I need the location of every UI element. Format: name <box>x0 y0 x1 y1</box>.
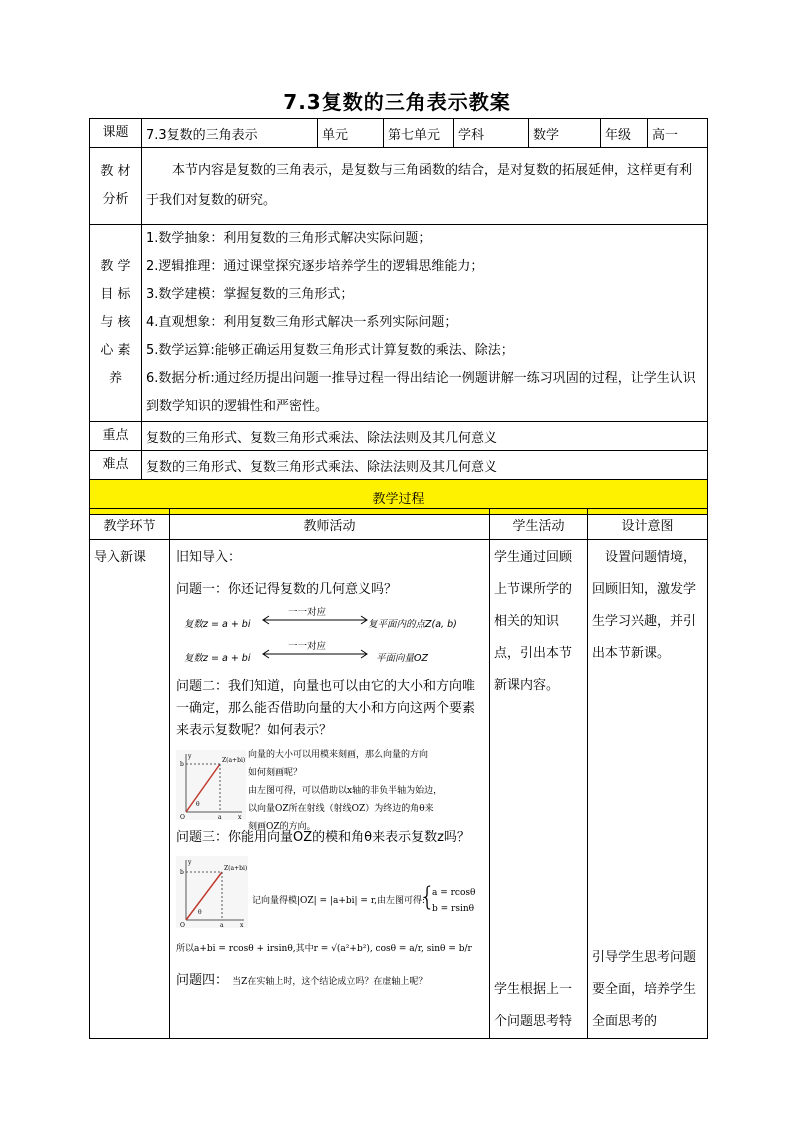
question-3: 问题三：你能用向量OZ的模和角θ来表示复数z吗？ <box>176 830 470 845</box>
figure1-y-label: y <box>188 753 192 760</box>
teacher-activity <box>170 540 490 1039</box>
process-header-row <box>90 509 708 540</box>
key-point-row <box>90 422 708 451</box>
figure-note-line: 如何刻画呢？ <box>248 768 303 778</box>
student-activity <box>490 540 588 1039</box>
complex-plane-figure-2 <box>176 856 248 928</box>
header-stage: 教学环节 <box>90 509 170 540</box>
figure2-a-label: a <box>220 922 224 928</box>
figure-note-line: 由左图可得，可以借助以x轴的非负半轴为始边， <box>248 786 443 796</box>
process-table <box>89 508 708 1039</box>
figure-note-line: 以向量OZ所在射线（射线OZ）为终边的角θ来 <box>248 804 434 814</box>
header-teacher: 教师活动 <box>170 509 490 540</box>
figure-note-line: 向量的大小可以用模来刻画，那么向量的方向 <box>248 750 429 760</box>
unit-label: 单元 <box>318 119 384 148</box>
analysis-label-2: 分析 <box>102 192 129 207</box>
teacher-intro: 旧知导入： <box>176 550 242 565</box>
intro-stage: 导入新课 <box>94 550 147 565</box>
map2-left: 复数z = a + bi <box>184 653 251 664</box>
map2-right: 平面向量OZ <box>376 653 428 664</box>
figure-notes <box>248 746 442 836</box>
goal-item: 6.数据分析:通过经历提出问题一推导过程一得出结论一例题讲解一练习巩固的过程，让学生认识到数学知识的逻辑性和严密性。 <box>146 371 696 414</box>
goal-item: 4.直观想象：利用复数三角形式解决一系列实际问题； <box>146 315 458 330</box>
course-value: 7.3复数的三角表示 <box>142 119 318 148</box>
header-intent: 设计意图 <box>588 509 708 540</box>
complex-plane-figure-1 <box>176 750 246 820</box>
process-band: 教学过程 <box>90 480 708 515</box>
double-arrow-icon <box>260 614 370 626</box>
grade-value: 高一 <box>648 119 708 148</box>
goals-label-line: 教 学 <box>100 259 131 274</box>
question-4 <box>176 964 485 998</box>
analysis-text: 本节内容是复数的三角表示，是复数与三角函数的结合，是对复数的拓展延伸，这样更有利于我们对复数的研究。 <box>142 148 708 225</box>
goals-label-line: 心 素 <box>100 343 131 358</box>
figure2-o-label: O <box>180 922 185 928</box>
figure-block-1 <box>176 746 485 832</box>
difficulty-text: 复数的三角形式、复数三角形式乘法、除法法则及其几何意义 <box>142 451 708 480</box>
subject-value: 数学 <box>529 119 601 148</box>
grade-label: 年级 <box>601 119 648 148</box>
figure2-x-label: x <box>240 922 244 928</box>
info-row <box>90 119 708 148</box>
figure1-x-label: x <box>238 814 242 820</box>
formula-modulus: 记向量得模|OZ| = |a+bi| = r,由左图可得: <box>252 896 426 906</box>
goals-list <box>142 225 708 422</box>
page-title: 7.3复数的三角表示教案 <box>283 90 511 114</box>
goal-item: 2.逻辑推理：通过课堂探究逐步培养学生的逻辑思维能力； <box>146 259 484 274</box>
mapping-2 <box>176 640 485 674</box>
figure1-theta-label: θ <box>196 801 200 808</box>
double-arrow-icon <box>260 648 370 660</box>
figure2-b-label: b <box>180 869 184 876</box>
figure1-b-label: b <box>180 761 184 768</box>
design-intent <box>588 540 708 1039</box>
question-2: 问题二：我们知道，向量也可以由它的大小和方向唯一确定，那么能否借助向量的大小和方向这两个要素来表示复数呢？如何表示？ <box>176 679 476 738</box>
formula-b: b = rsinθ <box>432 904 475 914</box>
analysis-row <box>90 148 708 225</box>
figure2-theta-label: θ <box>198 909 202 916</box>
question-1: 问题一：你还记得复数的几何意义吗？ <box>176 582 398 597</box>
intro-row <box>90 540 708 1039</box>
map1-left: 复数z = a + bi <box>184 619 251 630</box>
course-label: 课题 <box>90 119 142 148</box>
analysis-label-1: 教 材 <box>100 164 131 179</box>
goals-label <box>90 225 142 422</box>
difficulty-label: 难点 <box>90 451 142 480</box>
unit-value: 第七单元 <box>384 119 454 148</box>
student-text-1: 学生通过回顾上节课所学的相关的知识点，引出本节新课内容。 <box>494 550 573 693</box>
figure1-a-label: a <box>218 814 222 820</box>
key-point-text: 复数的三角形式、复数三角形式乘法、除法法则及其几何意义 <box>142 422 708 451</box>
figure1-o-label: O <box>180 814 185 820</box>
figure2-y-label: y <box>188 859 192 866</box>
figure-block-2 <box>176 854 485 938</box>
figure-note-line: 刻画OZ的方向。 <box>248 822 316 832</box>
map1-mid: 一一对应 <box>288 607 327 618</box>
question-4-text: 当Z在实轴上时，这个结论成立吗？在虚轴上呢？ <box>232 977 428 987</box>
key-point-label: 重点 <box>90 422 142 451</box>
formula-a: a = rcosθ <box>432 888 476 898</box>
student-text-2: 学生根据上一个问题思考特 <box>494 982 573 1029</box>
mapping-1 <box>176 606 485 640</box>
figure1-z-label: Z(a+bi) <box>222 757 246 764</box>
brace-icon: { <box>419 882 436 912</box>
lesson-info-table <box>89 118 708 515</box>
question-4-label: 问题四： <box>176 973 229 988</box>
intent-text-2: 引导学生思考问题要全面，培养学生全面思考的 <box>592 950 697 1029</box>
map2-mid: 一一对应 <box>288 641 327 652</box>
goal-item: 3.数学建模：掌握复数的三角形式； <box>146 287 354 302</box>
header-student: 学生活动 <box>490 509 588 540</box>
difficulty-row <box>90 451 708 480</box>
goals-label-line: 目 标 <box>100 287 131 302</box>
goal-item: 5.数学运算:能够正确运用复数三角形式计算复数的乘法、除法； <box>146 343 514 358</box>
figure2-z-label: Z(a+bi) <box>224 865 248 872</box>
subject-label: 学科 <box>454 119 529 148</box>
intent-text-1: 设置问题情境，回顾旧知，激发学生学习兴趣，并引出本节新课。 <box>592 550 697 661</box>
goal-item: 1.数学抽象：利用复数的三角形式解决实际问题； <box>146 231 432 246</box>
goals-label-line: 与 核 <box>100 315 131 330</box>
formula-trig-form: 所以a+bi = rcosθ + irsinθ,其中r = √(a²+b²), cosθ = a/r, sinθ = b/r <box>176 944 472 954</box>
goals-row <box>90 225 708 422</box>
goals-label-line: 养 <box>108 371 122 386</box>
map1-right: 复平面内的点Z(a, b) <box>368 619 457 630</box>
